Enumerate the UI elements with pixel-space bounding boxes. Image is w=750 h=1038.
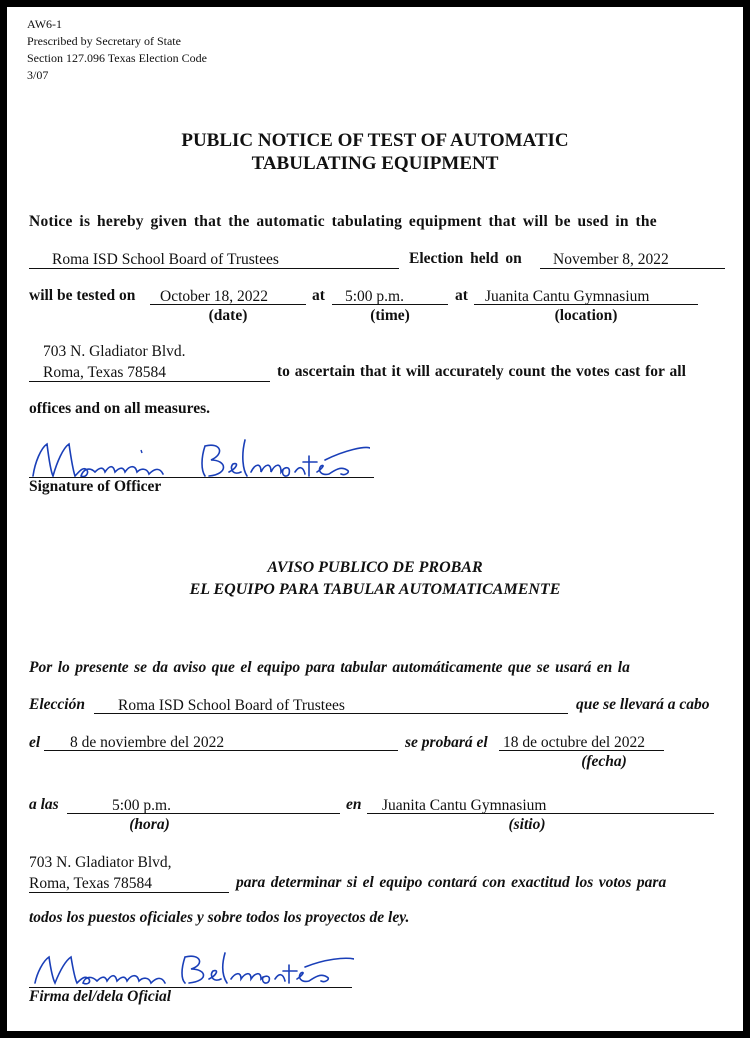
label-time: (time) — [370, 307, 410, 324]
label-date: (date) — [208, 307, 248, 324]
spanish-se-probara: se probará el — [405, 734, 488, 751]
label-fecha: (fecha) — [581, 753, 627, 770]
spanish-que-se-llevara: que se llevará a cabo — [576, 696, 710, 713]
english-offices: offices and on all measures. — [29, 400, 210, 417]
english-address-line2: Roma, Texas 78584 — [43, 364, 167, 381]
spanish-test-date: 18 de octubre del 2022 — [503, 734, 646, 751]
address-line — [29, 381, 270, 382]
election-held-on: Election held on — [409, 250, 522, 267]
spanish-address-line1: 703 N. Gladiator Blvd, — [29, 854, 172, 871]
spanish-election-name: Roma ISD School Board of Trustees — [118, 697, 345, 714]
english-title-line2: TABULATING EQUIPMENT — [251, 153, 499, 174]
spanish-location: Juanita Cantu Gymnasium — [382, 797, 547, 814]
spanish-todos: todos los puestos oficiales y sobre todos los proyectos de ley. — [29, 909, 410, 926]
english-election-date: November 8, 2022 — [553, 251, 669, 268]
at-location: at — [455, 287, 468, 304]
english-election-name: Roma ISD School Board of Trustees — [52, 251, 279, 268]
english-signature-image — [25, 432, 370, 482]
spanish-title-line2: EL EQUIPO PARA TABULAR AUTOMATICAMENTE — [189, 581, 561, 598]
english-intro: Notice is hereby given that the automatic tabulating equipment that will be used in the — [29, 213, 657, 230]
spanish-para-determinar: para determinar si el equipo contará con exactitud los votos para — [236, 874, 667, 891]
spanish-signature-image — [29, 947, 354, 987]
spanish-a-las: a las — [29, 796, 59, 813]
english-signature-label: Signature of Officer — [29, 478, 162, 495]
code-section: Section 127.096 Texas Election Code — [27, 51, 207, 65]
english-location: Juanita Cantu Gymnasium — [485, 288, 650, 305]
notice-page — [7, 7, 743, 1031]
english-address-line1: 703 N. Gladiator Blvd. — [43, 343, 186, 360]
spanish-address-line — [29, 892, 229, 893]
label-sitio: (sitio) — [508, 816, 546, 833]
label-location: (location) — [554, 307, 618, 324]
will-be-tested-on: will be tested on — [29, 287, 136, 304]
spanish-test-time-line — [67, 813, 340, 814]
spanish-title-line1: AVISO PUBLICO DE PROBAR — [267, 559, 483, 576]
spanish-signature-label: Firma del/dela Oficial — [29, 988, 172, 1005]
english-test-time: 5:00 p.m. — [345, 288, 404, 305]
spanish-election-date: 8 de noviembre del 2022 — [70, 734, 225, 751]
spanish-intro: Por lo presente se da aviso que el equipo para tabular automáticamente que se usará en la — [29, 659, 630, 676]
english-title-line1: PUBLIC NOTICE OF TEST OF AUTOMATIC — [181, 130, 569, 151]
spanish-address-line2: Roma, Texas 78584 — [29, 875, 153, 892]
prescribed-by: Prescribed by Secretary of State — [27, 34, 181, 48]
spanish-en: en — [346, 796, 362, 813]
form-date: 3/07 — [27, 68, 49, 82]
spanish-el: el — [29, 734, 41, 751]
label-hora: (hora) — [129, 816, 170, 833]
english-ascertain: to ascertain that it will accurately count the votes cast for all — [277, 363, 686, 380]
english-test-date: October 18, 2022 — [160, 288, 269, 305]
spanish-test-time: 5:00 p.m. — [112, 797, 171, 814]
at-time: at — [312, 287, 325, 304]
spanish-eleccion: Elección — [29, 696, 85, 713]
form-id: AW6-1 — [27, 17, 63, 31]
